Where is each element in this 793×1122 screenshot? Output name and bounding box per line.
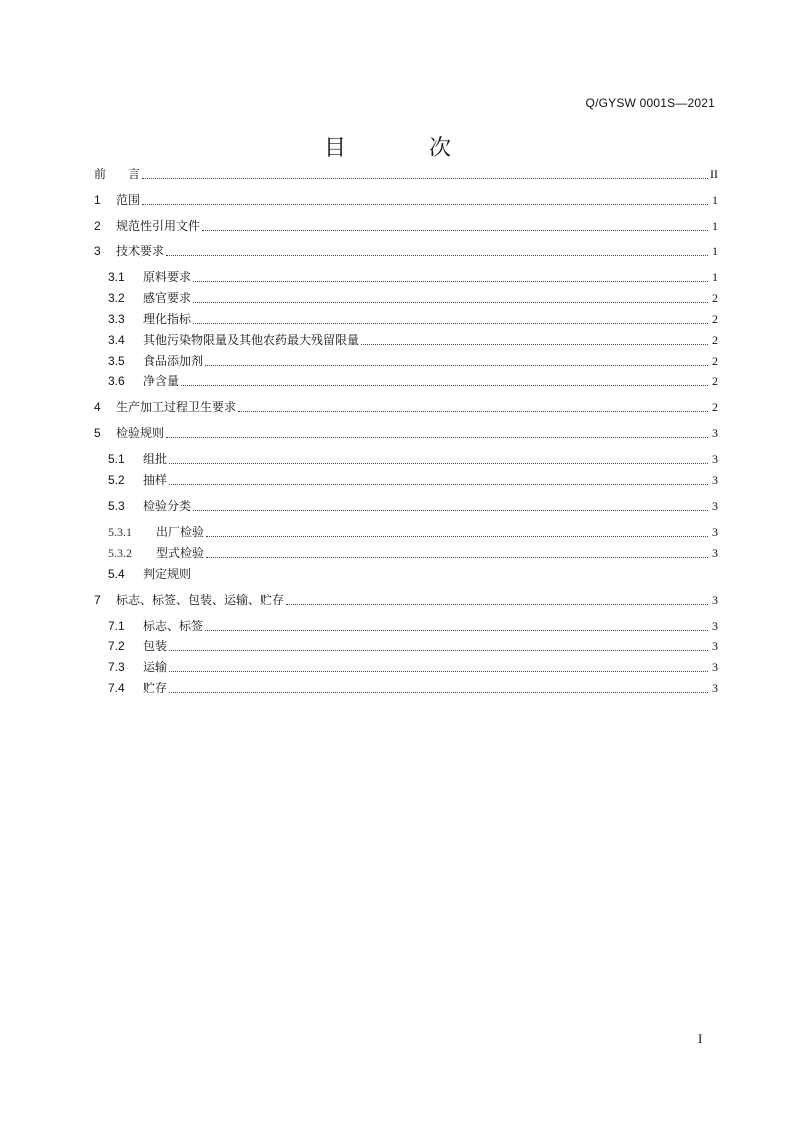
toc-page-number: 3: [712, 546, 718, 560]
toc-entry-number: 7.2: [108, 639, 125, 653]
toc-page-number: 3: [712, 660, 718, 674]
toc-entry-4[interactable]: [94, 399, 718, 415]
dot-leader: [193, 322, 708, 324]
toc-entry-1[interactable]: [94, 192, 718, 208]
dot-leader: [205, 629, 708, 631]
toc-entry-7-1[interactable]: [94, 618, 718, 634]
dot-leader: [206, 535, 708, 537]
toc-entry-title: 生产加工过程卫生要求: [116, 400, 237, 414]
toc-entry-title: 运输: [143, 660, 168, 674]
toc-entry-title: 食品添加剂: [143, 354, 204, 368]
toc-entry-number: 7.4: [108, 681, 125, 695]
toc-entry-number: 5.1: [108, 452, 125, 466]
toc-page-number: 2: [712, 291, 718, 305]
toc-entry-number: 5.3.2: [108, 546, 132, 560]
toc-entry-number: 7: [94, 593, 101, 607]
toc-page-number: 3: [712, 681, 718, 695]
dot-leader: [169, 462, 708, 464]
toc-page-number: 3: [712, 452, 718, 466]
toc-page-number: 1: [712, 270, 718, 284]
dot-leader: [205, 364, 708, 366]
toc-page-number: 3: [712, 639, 718, 653]
toc-entry-title: 标志、标签、包装、运输、贮存: [116, 593, 285, 607]
toc-page-number: 3: [712, 426, 718, 440]
page-number-footer: I: [698, 1031, 703, 1046]
toc-entry-foreword[interactable]: [94, 166, 718, 182]
dot-leader: [169, 483, 708, 485]
dot-leader: [206, 556, 708, 558]
toc-entry-number: 5.3: [108, 499, 125, 513]
dot-leader: [169, 691, 708, 693]
toc-entry-number: 3.1: [108, 270, 125, 284]
toc-entry-title: 技术要求: [116, 244, 165, 258]
toc-page-number: 2: [712, 374, 718, 388]
toc-entry-5[interactable]: [94, 425, 718, 441]
dot-leader: [166, 254, 708, 256]
toc-entry-prefix: 前: [94, 167, 129, 181]
toc-entry-title: 出厂检验: [156, 525, 205, 539]
toc-entry-number: 3.2: [108, 291, 125, 305]
dot-leader: [169, 670, 708, 672]
toc-entry-3-2[interactable]: [94, 290, 718, 306]
toc-entry-number: 7.1: [108, 619, 125, 633]
toc-entry-5-3-1[interactable]: [94, 524, 718, 540]
dot-leader: [193, 509, 708, 511]
toc-entry-5-2[interactable]: [94, 472, 718, 488]
toc-entry-title: 其他污染物限量及其他农药最大残留限量: [143, 333, 360, 347]
toc-entry-title: 原料要求: [143, 270, 192, 284]
toc-page-number: 1: [712, 244, 718, 258]
toc-page-number: 1: [712, 193, 718, 207]
toc-entry-3[interactable]: [94, 243, 718, 259]
toc-entry-title: 检验规则: [116, 426, 165, 440]
toc-entry-2[interactable]: [94, 218, 718, 234]
toc-page-number: 3: [712, 593, 718, 607]
toc-entry-number: 3.4: [108, 333, 125, 347]
toc-entry-title: 言: [128, 167, 141, 181]
dot-leader: [142, 177, 708, 179]
toc-entry-3-5[interactable]: [94, 353, 718, 369]
document-code: Q/GYSW 0001S—2021: [585, 96, 715, 110]
toc-entry-number: 2: [94, 219, 101, 233]
toc-entry-title: 净含量: [143, 374, 180, 388]
toc-page-number: 2: [712, 354, 718, 368]
toc-entry-number: 3: [94, 244, 101, 258]
dot-leader: [361, 343, 708, 345]
toc-entry-5-4[interactable]: [94, 566, 718, 582]
toc-entry-7[interactable]: [94, 592, 718, 608]
toc-entry-title: 感官要求: [143, 291, 192, 305]
toc-entry-7-3[interactable]: [94, 659, 718, 675]
toc-entry-number: 5.4: [108, 567, 125, 581]
toc-entry-5-3[interactable]: [94, 498, 718, 514]
toc-entry-title: 范围: [116, 193, 141, 207]
toc-entry-title: 规范性引用文件: [116, 219, 201, 233]
toc-entry-number: 4: [94, 400, 101, 414]
dot-leader: [202, 229, 708, 231]
toc-page-number: II: [710, 167, 718, 181]
toc-entry-number: 5: [94, 426, 101, 440]
dot-leader: [286, 603, 708, 605]
toc-entry-7-4[interactable]: [94, 680, 718, 696]
toc-entry-3-4[interactable]: [94, 332, 718, 348]
dot-leader: [238, 410, 708, 412]
dot-leader: [166, 436, 708, 438]
toc-entry-3-1[interactable]: [94, 269, 718, 285]
toc-entry-title: 包装: [143, 639, 168, 653]
toc-entry-title: 贮存: [143, 681, 168, 695]
toc-entry-title: 检验分类: [143, 499, 192, 513]
dot-leader: [193, 280, 708, 282]
toc-entry-title: 理化指标: [143, 312, 192, 326]
toc-entry-title: 抽样: [143, 473, 168, 487]
toc-page-number: 2: [712, 312, 718, 326]
toc-entry-number: 3.3: [108, 312, 125, 326]
toc-entry-title: 型式检验: [156, 546, 205, 560]
toc-page-number: 2: [712, 400, 718, 414]
toc-page-number: 3: [712, 619, 718, 633]
dot-leader: [169, 649, 708, 651]
toc-page-number: 3: [712, 525, 718, 539]
toc-entry-number: 5.3.1: [108, 525, 132, 539]
toc-page-number: 3: [712, 473, 718, 487]
toc-page-number: 1: [712, 219, 718, 233]
dot-leader: [142, 203, 708, 205]
toc-page-number: 3: [712, 499, 718, 513]
toc-page-number: 2: [712, 333, 718, 347]
toc-entry-number: 1: [94, 193, 101, 207]
dot-leader: [193, 301, 708, 303]
toc-entry-5-1[interactable]: [94, 451, 718, 467]
toc-entry-title: 标志、标签: [143, 619, 204, 633]
dot-leader: [181, 384, 708, 386]
toc-title: 目 次: [324, 136, 489, 161]
toc-entry-title: 判定规则: [143, 567, 192, 581]
toc-entry-number: 7.3: [108, 660, 125, 674]
toc-entry-5-3-2[interactable]: [94, 545, 718, 561]
toc-entry-7-2[interactable]: [94, 638, 718, 654]
toc-entry-3-3[interactable]: [94, 311, 718, 327]
toc-entry-number: 3.6: [108, 374, 125, 388]
toc-entry-title: 组批: [143, 452, 168, 466]
toc-entry-number: 3.5: [108, 354, 125, 368]
toc-entry-3-6[interactable]: [94, 373, 718, 389]
toc-entry-number: 5.2: [108, 473, 125, 487]
